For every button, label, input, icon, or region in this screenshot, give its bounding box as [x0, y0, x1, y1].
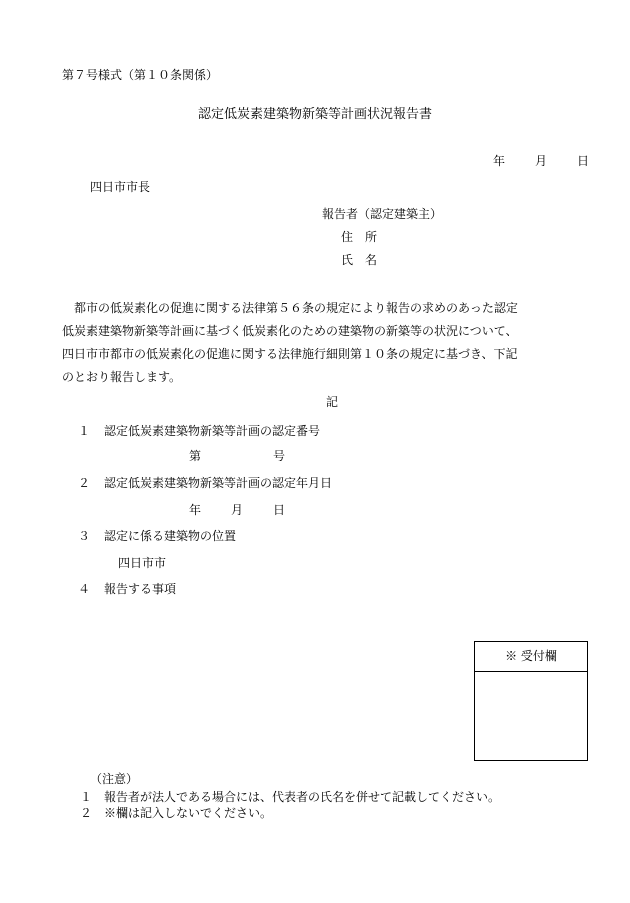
body-line: 低炭素建築物新築等計画に基づく低炭素化のための建築物の新築等の状況について、 — [62, 324, 518, 338]
item-3-location: 四日市市 — [118, 556, 167, 570]
item-number: ２ — [78, 476, 91, 490]
body-line: 四日市市都市の低炭素化の促進に関する法律施行細則第１０条の規定に基づき、下記 — [62, 347, 518, 361]
date-year-label: 年 — [493, 154, 506, 168]
body-line: 都市の低炭素化の促進に関する法律第５６条の規定により報告の求めのあった認定 — [62, 301, 518, 315]
item-number: ４ — [78, 582, 91, 596]
item-1 — [78, 424, 320, 438]
reporter-name-label: 氏 名 — [341, 253, 378, 267]
note-number: １ — [80, 790, 93, 804]
item-2 — [78, 476, 332, 490]
date-day-label: 日 — [577, 154, 590, 168]
form-number: 第７号様式（第１０条関係） — [62, 68, 219, 82]
item-2-day: 日 — [273, 503, 286, 517]
item-1-no-suffix: 号 — [273, 449, 286, 463]
reception-box — [474, 641, 588, 761]
item-3 — [78, 529, 236, 543]
note-text: ※欄は記入しないでください。 — [104, 806, 273, 820]
note-1 — [80, 790, 500, 804]
item-2-month: 月 — [231, 503, 244, 517]
item-label: 報告する事項 — [104, 582, 177, 596]
note-text: 報告者が法人である場合には、代表者の氏名を併せて記載してください。 — [104, 790, 501, 804]
item-number: １ — [78, 424, 91, 438]
note-2 — [80, 806, 272, 820]
ki-heading: 記 — [326, 395, 339, 409]
item-number: ３ — [78, 529, 91, 543]
item-2-year: 年 — [189, 503, 202, 517]
item-label: 認定低炭素建築物新築等計画の認定番号 — [104, 424, 321, 438]
note-number: ２ — [80, 806, 93, 820]
item-label: 認定に係る建築物の位置 — [104, 529, 237, 543]
date-month-label: 月 — [535, 154, 548, 168]
reporter-address-label: 住 所 — [341, 230, 378, 244]
item-4 — [78, 582, 176, 596]
body-paragraph — [62, 297, 592, 389]
reception-label: ※ 受付欄 — [475, 642, 587, 672]
notes-title: （注意） — [90, 772, 139, 786]
item-label: 認定低炭素建築物新築等計画の認定年月日 — [104, 476, 333, 490]
body-line: のとおり報告します。 — [62, 370, 182, 384]
date-line — [493, 154, 589, 168]
reporter-label: 報告者（認定建築主） — [322, 207, 443, 221]
document-title: 認定低炭素建築物新築等計画状況報告書 — [197, 107, 432, 122]
addressee: 四日市市長 — [90, 180, 151, 194]
item-1-no-prefix: 第 — [189, 449, 202, 463]
